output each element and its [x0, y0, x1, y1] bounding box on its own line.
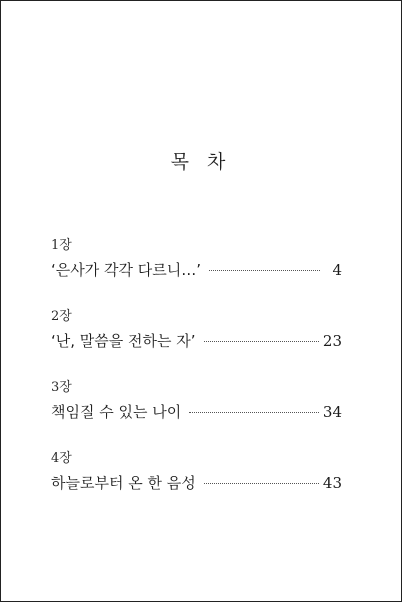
toc-list — [51, 238, 342, 522]
chapter-label: 1장 — [51, 238, 72, 253]
toc-title: 목 차 — [170, 151, 232, 173]
page-number: 23 — [322, 332, 342, 350]
page-number: 34 — [322, 403, 342, 421]
entry-title: 책임질 수 있는 나이 — [51, 403, 182, 421]
chapter-label: 4장 — [51, 451, 72, 466]
entry-title: ‘난, 말씀을 전하는 자’ — [51, 332, 196, 350]
toc-entry-4[interactable] — [51, 451, 342, 522]
dot-leader — [189, 412, 319, 413]
chapter-label: 3장 — [51, 380, 72, 395]
page-number: 43 — [322, 474, 342, 492]
toc-line — [51, 330, 342, 352]
entry-title: 하늘로부터 온 한 음성 — [51, 474, 196, 492]
dot-leader — [209, 270, 320, 271]
chapter-label: 2장 — [51, 309, 72, 324]
dot-leader — [204, 341, 319, 342]
toc-entry-3[interactable] — [51, 380, 342, 451]
toc-line — [51, 259, 342, 281]
toc-line — [51, 472, 342, 494]
page-number: 4 — [332, 261, 342, 279]
toc-line — [51, 401, 342, 423]
toc-entry-1[interactable] — [51, 238, 342, 309]
entry-title: ‘은사가 각각 다르니…’ — [51, 261, 201, 279]
dot-leader — [204, 483, 319, 484]
toc-entry-2[interactable] — [51, 309, 342, 380]
